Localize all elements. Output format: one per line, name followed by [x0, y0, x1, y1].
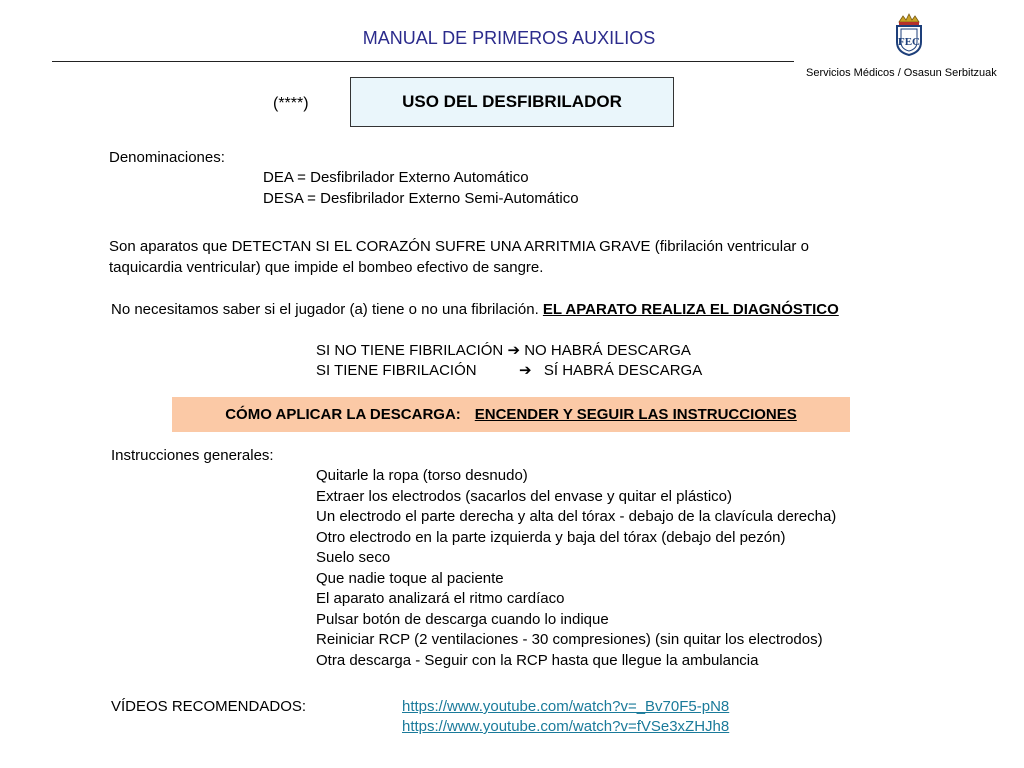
outcome-result: NO HABRÁ DESCARGA	[524, 342, 691, 359]
video-link[interactable]: https://www.youtube.com/watch?v=fVSe3xZHJh8	[402, 718, 730, 735]
diagnosis-text: No necesitamos saber si el jugador (a) tiene o no una fibrilación.	[111, 301, 539, 318]
outcome-condition: SI NO TIENE FIBRILACIÓN	[316, 342, 504, 359]
instruction-item: Suelo seco	[316, 549, 391, 566]
instruction-item: Otra descarga - Seguir con la RCP hasta que llegue la ambulancia	[316, 651, 759, 669]
denomination-item: DESA = Desfibrilador Externo Semi-Automático	[263, 190, 579, 207]
priority-rating: (****)	[273, 95, 309, 112]
crest-letters: FEC	[898, 36, 920, 48]
outcome-row	[316, 341, 691, 362]
description-line: taquicardia ventricular) que impide el bombeo efectivo de sangre.	[109, 259, 544, 276]
instructions-list	[316, 466, 836, 671]
instruction-item: Extraer los electrodos (sacarlos del envase y quitar el plástico)	[316, 487, 733, 505]
services-label: Servicios Médicos / Osasun Serbitzuak	[806, 67, 997, 79]
howto-banner	[172, 397, 850, 432]
video-link[interactable]: https://www.youtube.com/watch?v=_Bv70F5-pN8	[402, 698, 730, 715]
instruction-item: Un electrodo el parte derecha y alta del tórax - debajo de la clavícula derecha)	[316, 508, 837, 525]
outcome-condition: SI TIENE FIBRILACIÓN	[316, 362, 477, 379]
denominations-label: Denominaciones:	[109, 149, 225, 166]
howto-label: CÓMO APLICAR LA DESCARGA:	[225, 406, 461, 423]
instructions-label: Instrucciones generales:	[111, 447, 274, 464]
outcome-row	[316, 361, 702, 382]
arrow-icon: ➔	[518, 362, 532, 379]
diagnosis-statement	[111, 300, 839, 321]
header-divider	[52, 61, 794, 62]
videos-label: VÍDEOS RECOMENDADOS:	[111, 698, 307, 715]
club-crest-logo	[893, 12, 925, 56]
instruction-item: El aparato analizará el ritmo cardíaco	[316, 590, 565, 607]
howto-action: ENCENDER Y SEGUIR LAS INSTRUCCIONES	[474, 406, 797, 423]
instruction-item: Pulsar botón de descarga cuando lo indique	[316, 610, 609, 628]
arrow-icon: ➔	[507, 342, 521, 359]
instruction-item: Reiniciar RCP (2 ventilaciones - 30 compresiones) (sin quitar los electrodos)	[316, 631, 823, 648]
instruction-item: Quitarle la ropa (torso desnudo)	[316, 467, 528, 484]
section-title-box	[350, 77, 674, 127]
description-line: Son aparatos que DETECTAN SI EL CORAZÓN SUFRE UNA ARRITMIA GRAVE (fibrilación ventricular o	[109, 238, 809, 255]
diagnosis-emphasis: EL APARATO REALIZA EL DIAGNÓSTICO	[542, 301, 839, 318]
denomination-item: DEA = Desfibrilador Externo Automático	[263, 169, 529, 186]
instruction-item: Que nadie toque al paciente	[316, 569, 504, 587]
outcome-result: SÍ HABRÁ DESCARGA	[543, 362, 703, 379]
instruction-item: Otro electrodo en la parte izquierda y baja del tórax (debajo del pezón)	[316, 528, 786, 546]
page-title: MANUAL DE PRIMEROS AUXILIOS	[362, 28, 656, 48]
section-title: USO DEL DESFIBRILADOR	[402, 92, 622, 111]
